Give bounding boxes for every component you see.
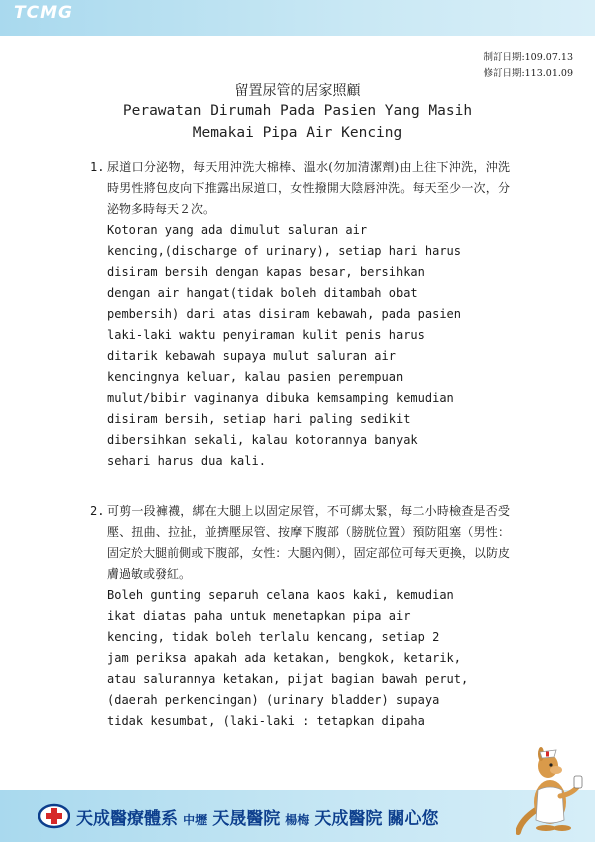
item-text-indonesian: Boleh gunting separuh celana kaos kaki, kemudian ikat diatas paha untuk menetapkan pipa air kencing, tidak boleh terlalu kencang, setiap 2 jam periksa apakah ada ketakan, bengkok, ketarik, atau salurannya ketakan, pijat bagian bawah perut, (daerah perkencingan) (urinary bladder) supaya tidak kesumbat, (laki-laki : tetapkan dipaha <box>107 588 469 728</box>
document-dates <box>483 50 573 82</box>
footer-location-1: 中壢 <box>183 813 208 827</box>
item-text-indonesian: Kotoran yang ada dimulut saluran air kencing,(discharge of urinary), setiap hari harus disiram bersih dengan kapas besar, bersihkan dengan air hangat(tidak boleh ditambah obat pembersih) dari atas disiram kebawah, pada pasien laki-laki waktu penyiraman kulit penis harus ditarik kebawah supaya mulut saluran air kencingnya keluar, kalau pasien perempuan mulut/bibir vaginanya dibuka kemsamping kemudian disiram bersih, setiap hari paling sedikit dibersihkan sekali, kalau kotorannya banyak sehari harus dua kali. <box>107 223 462 468</box>
title-indonesian-line1: Perawatan Dirumah Pada Pasien Yang Masih <box>122 103 473 119</box>
item-number: 1. <box>90 160 105 174</box>
item-text-chinese: 尿道口分泌物，每天用沖洗大棉棒、溫水(勿加清潔劑)由上往下沖洗，沖洗時男性將包皮向下推露出尿道口，女性撥開大陰唇沖洗。每天至少一次，分泌物多時每天２次。 <box>107 160 510 216</box>
footer-hospital-2: 天成醫院 <box>314 809 383 829</box>
created-date: 制訂日期:109.07.13 <box>483 52 573 63</box>
header-band <box>0 0 595 36</box>
tcmg-logo: TCMG <box>14 3 73 23</box>
item-text-chinese: 可剪一段褲襪，綁在大腿上以固定尿管，不可綁太緊，每二小時檢查是否受壓、扭曲、拉扯，並擠壓尿管、按摩下腹部（膀胱位置）預防阻塞（男性：固定於大腿前側或下腹部，女性：大腿內側），固定部位可每天更換，以防皮膚過敏或發紅。 <box>107 504 510 581</box>
title-indonesian <box>0 100 595 144</box>
footer-hospital-1: 天晟醫院 <box>212 809 281 829</box>
title-chinese: 留置尿管的居家照顧 <box>234 83 361 99</box>
hospital-cross-logo-icon <box>38 800 70 832</box>
instruction-item-2 <box>90 501 510 732</box>
revised-date: 修訂日期:113.01.09 <box>483 68 573 79</box>
kangaroo-nurse-mascot-icon <box>516 740 588 836</box>
footer-slogan <box>76 804 439 829</box>
footer-care: 關心您 <box>387 809 439 829</box>
title-indonesian-line2: Memakai Pipa Air Kencing <box>192 125 403 141</box>
item-number: 2. <box>90 504 105 518</box>
footer-group-name: 天成醫療體系 <box>76 809 178 829</box>
footer-location-2: 楊梅 <box>285 813 310 827</box>
instruction-item-1 <box>90 157 510 472</box>
